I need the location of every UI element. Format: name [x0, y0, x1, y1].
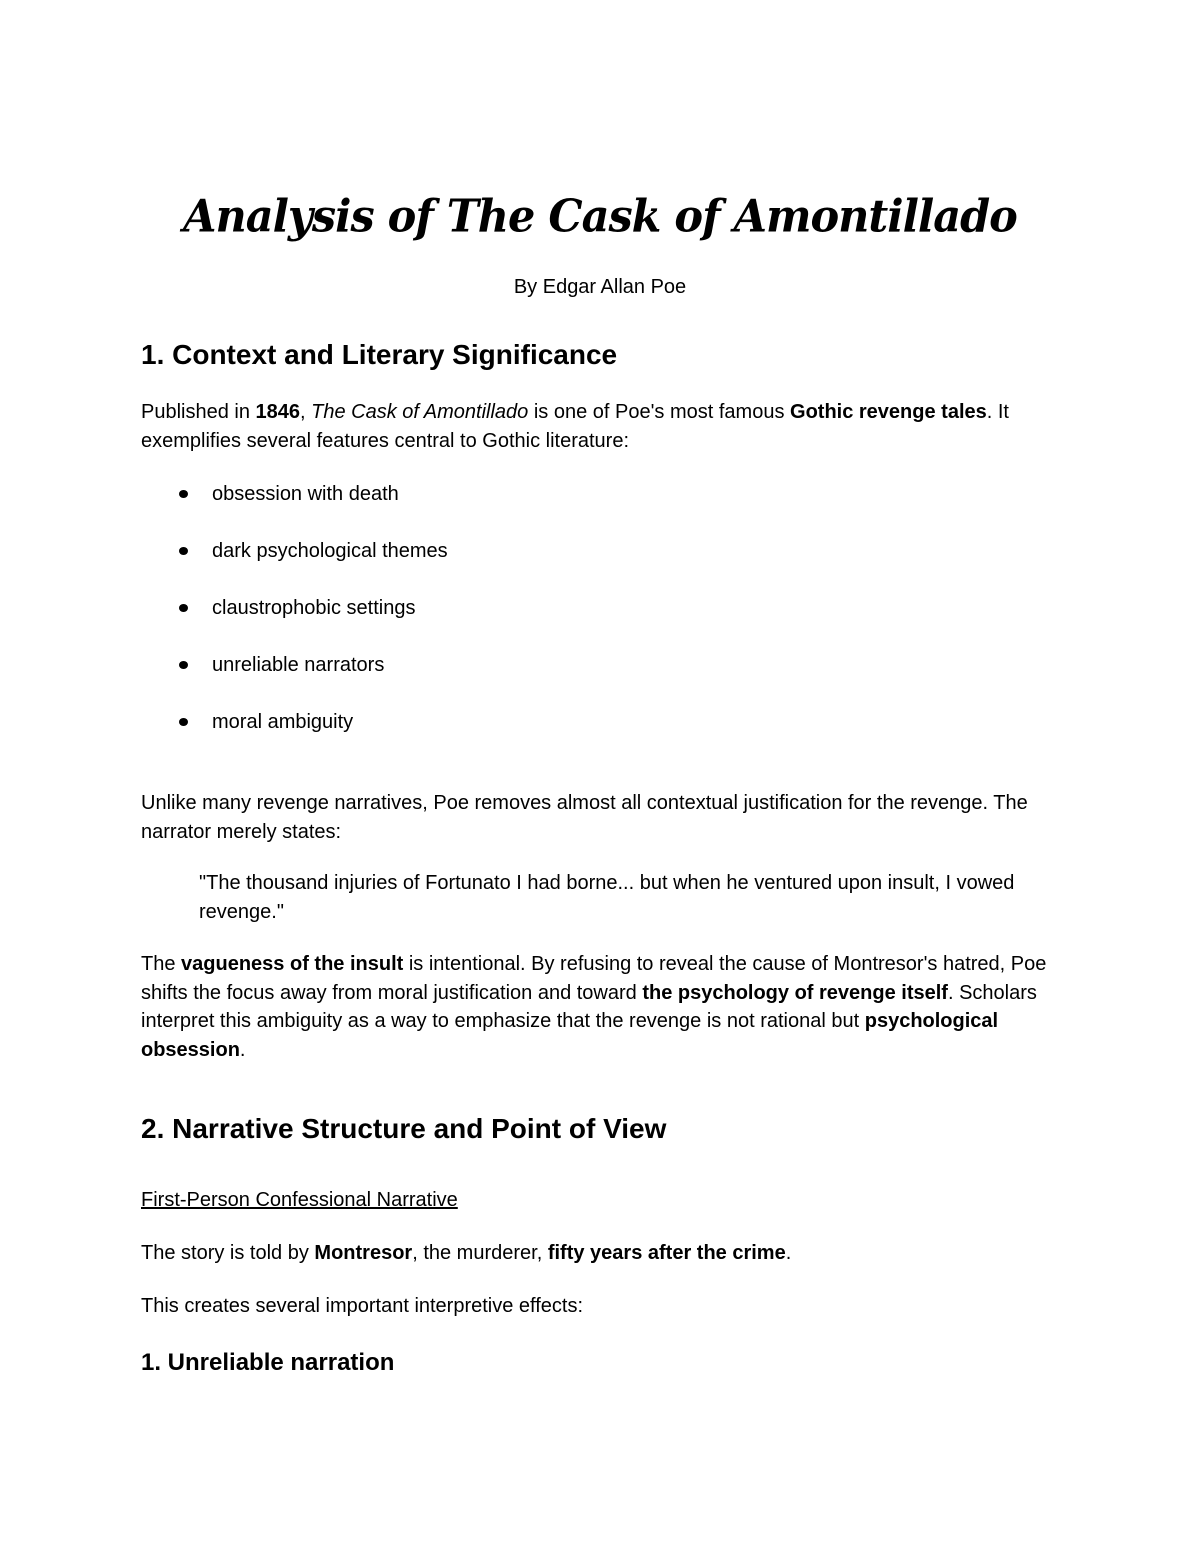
genre-term: Gothic revenge tales [790, 401, 987, 423]
list-item [141, 538, 1041, 595]
section-2-heading: 2. Narrative Structure and Point of View [141, 1113, 667, 1144]
list-item-text: claustrophobic settings [212, 597, 416, 619]
s2p1-bold-2: fifty years after the crime [547, 1242, 786, 1264]
list-item [141, 652, 1041, 709]
section-2-paragraph-2: This creates several important interpretive effects: [141, 1295, 584, 1317]
s2p1-bold-1: Montresor [314, 1242, 413, 1264]
section-1-paragraph-2: Unlike many revenge narratives, Poe removes almost all contextual justification for the revenge. The narrator merely states: [141, 792, 1028, 843]
list-item [141, 709, 1041, 766]
para3-text-4: . [239, 1038, 246, 1061]
author-line: By Edgar Allan Poe [513, 276, 687, 298]
intro-text-2: , [300, 401, 312, 423]
s2p1-text-3: . [785, 1242, 792, 1264]
section-1-intro-paragraph [141, 398, 1071, 455]
block-quote: "The thousand injuries of Fortunato I had borne... but when he ventured upon insult, I vowed revenge." [199, 872, 1015, 923]
gothic-features-list [141, 481, 1041, 766]
publication-year: 1846 [255, 401, 301, 423]
list-item [141, 595, 1041, 652]
para3-text-3: . Scholars interpret this ambiguity as a way to emphasize that the revenge is not rational but [141, 981, 1037, 1032]
section-1-paragraph-3 [141, 950, 1071, 1064]
list-item-text: moral ambiguity [212, 711, 354, 733]
section-2-paragraph-1 [141, 1239, 1071, 1268]
para3-bold-1: vagueness of the insult [181, 953, 404, 975]
bullet-icon [179, 661, 188, 669]
bullet-icon [179, 604, 188, 612]
work-title: The Cask of Amontillado [311, 401, 529, 423]
section-2-subheading: First-Person Confessional Narrative [141, 1189, 458, 1211]
bullet-icon [179, 547, 188, 555]
item-1-heading: 1. Unreliable narration [141, 1349, 395, 1376]
bullet-icon [179, 490, 188, 498]
para3-bold-3: psychological obsession [141, 1010, 999, 1061]
list-item [141, 481, 1041, 538]
intro-text-3: is one of Poe's most famous [528, 401, 791, 423]
bullet-icon [179, 718, 188, 726]
document-title: Analysis of The Cask of Amontillado [183, 190, 1017, 244]
para3-bold-2: the psychology of revenge itself [642, 981, 948, 1004]
list-item-text: obsession with death [212, 483, 399, 505]
para3-text-1: The [141, 953, 182, 975]
s2p1-text-2: , the murderer, [412, 1242, 548, 1264]
section-1-heading: 1. Context and Literary Significance [141, 339, 618, 370]
list-item-text: unreliable narrators [212, 654, 385, 676]
para3-text-2: is intentional. By refusing to reveal the cause of Montresor's hatred, Poe shifts the focus away from moral justification and toward [141, 953, 1047, 1004]
intro-text-1: Published in [141, 401, 256, 423]
intro-text-4: . It exemplifies several features central to Gothic literature: [141, 401, 1009, 452]
s2p1-text-1: The story is told by [141, 1242, 315, 1264]
list-item-text: dark psychological themes [212, 540, 448, 562]
